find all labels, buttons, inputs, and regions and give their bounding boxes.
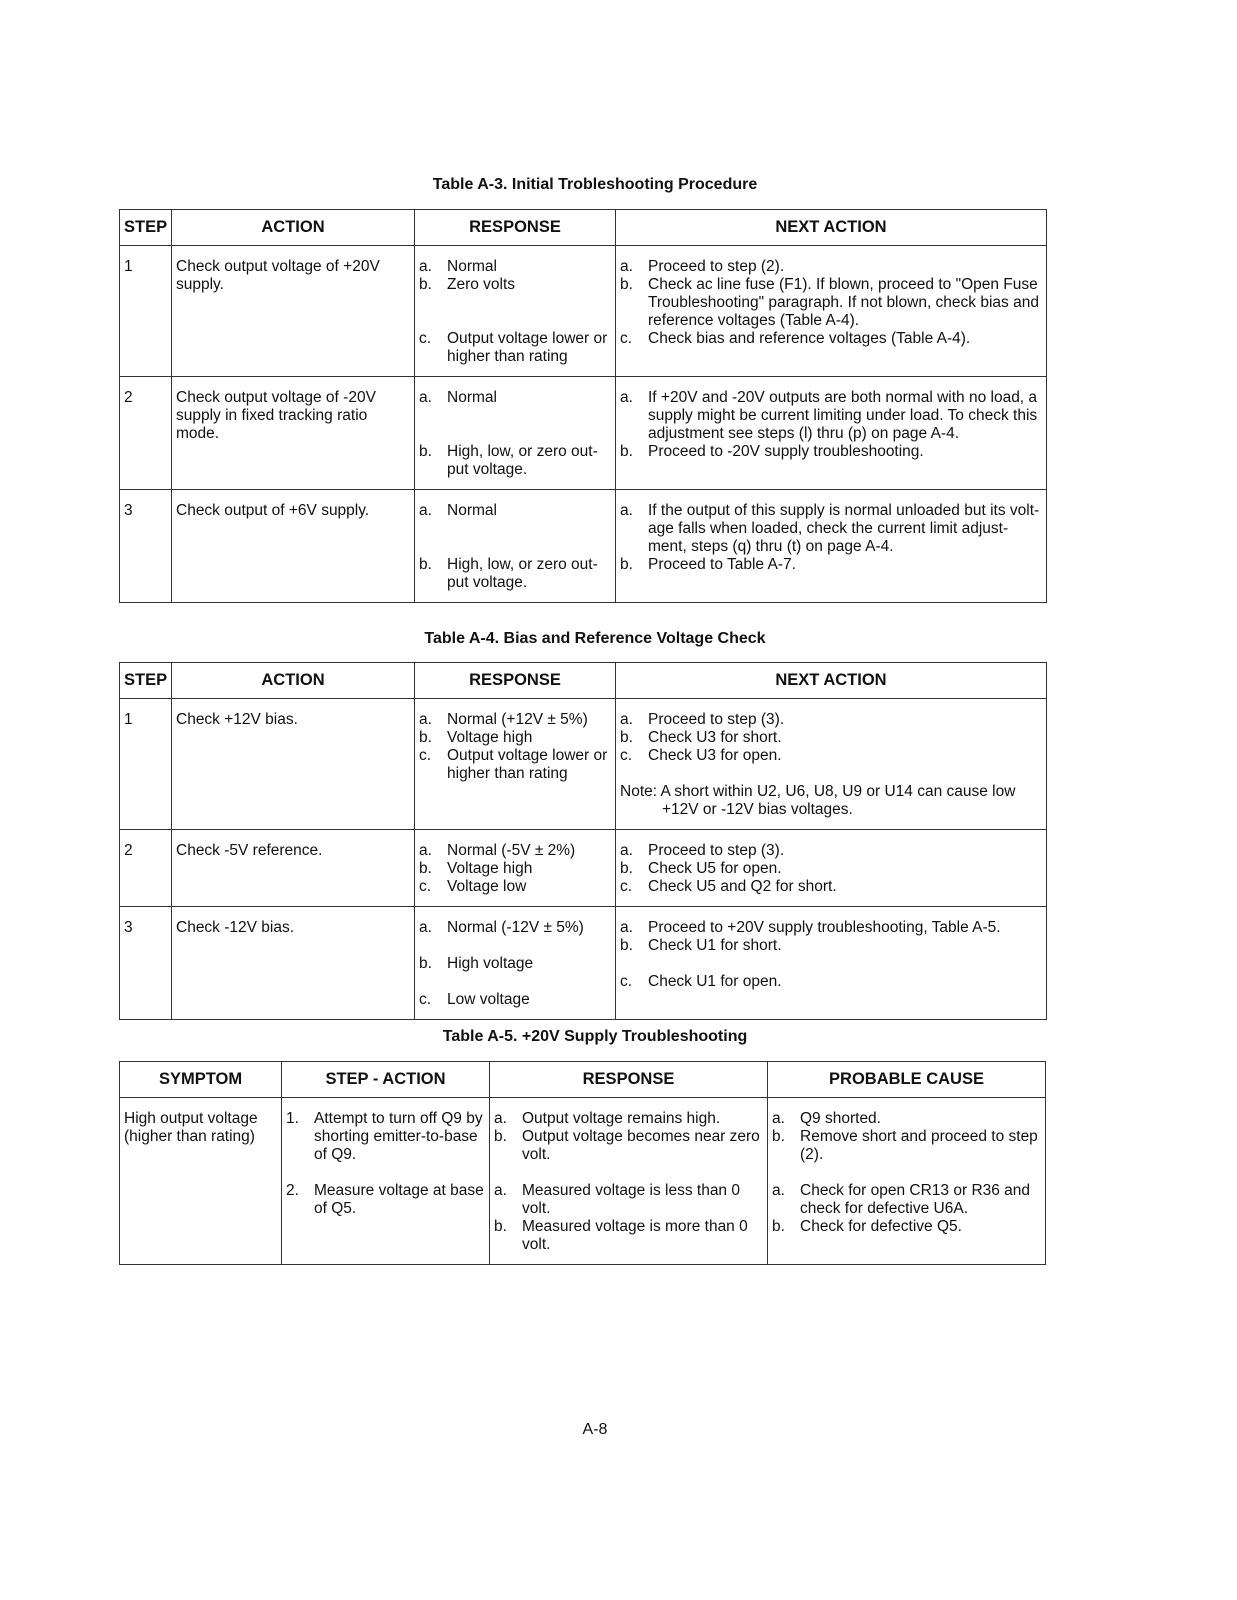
next-action-item: a. If the output of this supply is normal unloaded but its volt-age falls when loaded, check the current limit adjust-ment, steps (q) thru (t) on page A-4.	[620, 502, 1040, 555]
response-item: a. Normal (+12V ± 5%)	[419, 711, 588, 728]
table-row	[120, 699, 1047, 830]
response-item: a. Normal	[419, 502, 497, 519]
table-row	[120, 377, 1047, 490]
page-number: A-8	[582, 1421, 608, 1438]
step-number: 1	[124, 711, 133, 728]
step-action-item: 1. Attempt to turn off Q9 by shorting emitter-to-base of Q9.	[286, 1110, 483, 1163]
table-a5	[119, 1061, 1046, 1265]
next-action-item: b. Check ac line fuse (F1). If blown, proceed to "Open Fuse Troubleshooting" paragraph. If not blown, check bias and reference voltages (Table A-4).	[620, 276, 1039, 329]
next-action-item: b. Check U1 for short.	[620, 937, 782, 954]
step-number: 3	[124, 919, 133, 936]
next-action-item: a. Proceed to +20V supply troubleshooting, Table A-5.	[620, 919, 1001, 936]
response-item: b. Zero volts	[419, 276, 516, 293]
header-response: RESPONSE	[415, 210, 616, 246]
response-item: b. Voltage high	[419, 729, 533, 746]
header-step: STEP	[120, 210, 172, 246]
table-header-row	[120, 1062, 1046, 1098]
response-item: c. Low voltage	[419, 991, 530, 1008]
next-action-item: a. Proceed to step (2).	[620, 258, 785, 275]
response-item: c. Voltage low	[419, 878, 527, 895]
action-text: Check output of +6V supply.	[176, 502, 370, 519]
next-action-item: c. Check U1 for open.	[620, 973, 782, 990]
action-text: Check -5V reference.	[176, 842, 323, 859]
table-row	[120, 246, 1047, 377]
step-action-item: 2. Measure voltage at base of Q5.	[286, 1182, 484, 1217]
next-action-item: b. Proceed to Table A-7.	[620, 556, 796, 573]
table-row	[120, 830, 1047, 907]
action-text: Check +12V bias.	[176, 711, 298, 728]
symptom-text: High output voltage (higher than rating)	[124, 1110, 258, 1145]
step-number: 1	[124, 258, 133, 275]
next-action-item: c. Check U5 and Q2 for short.	[620, 878, 837, 895]
response-item: b. High, low, or zero out-put voltage.	[419, 443, 598, 478]
next-action-item: c. Check bias and reference voltages (Table A-4).	[620, 330, 971, 347]
header-action: ACTION	[172, 663, 415, 699]
response-item: b. Voltage high	[419, 860, 533, 877]
header-symptom: SYMPTOM	[120, 1062, 282, 1098]
response-item: a. Measured voltage is less than 0 volt.	[494, 1182, 740, 1217]
next-action-item: b. Proceed to -20V supply troubleshooting.	[620, 443, 924, 460]
next-action-item: a. Proceed to step (3).	[620, 842, 785, 859]
response-item: b. High, low, or zero out-put voltage.	[419, 556, 598, 591]
response-item: a. Normal (-12V ± 5%)	[419, 919, 584, 936]
next-action-item: b. Check U3 for short.	[620, 729, 782, 746]
response-item: b. Measured voltage is more than 0 volt.	[494, 1218, 748, 1253]
step-number: 2	[124, 389, 133, 406]
response-item: c. Output voltage lower or higher than rating	[419, 747, 608, 782]
table-row	[120, 1098, 1046, 1265]
header-response: RESPONSE	[415, 663, 616, 699]
cause-item: a. Check for open CR13 or R36 and check for defective U6A.	[772, 1182, 1031, 1217]
cause-item: b. Check for defective Q5.	[772, 1218, 962, 1235]
response-item: a. Output voltage remains high.	[494, 1110, 721, 1127]
header-probable-cause: PROBABLE CAUSE	[768, 1062, 1046, 1098]
table-a5-title: Table A-5. +20V Supply Troubleshooting	[442, 1028, 748, 1045]
table-header-row	[120, 663, 1047, 699]
step-number: 2	[124, 842, 133, 859]
table-a3-title: Table A-3. Initial Trobleshooting Procedure	[432, 176, 758, 193]
table-a4-title: Table A-4. Bias and Reference Voltage Check	[424, 630, 766, 647]
header-next-action: NEXT ACTION	[616, 210, 1047, 246]
next-action-item: c. Check U3 for open.	[620, 747, 782, 764]
header-step: STEP	[120, 663, 172, 699]
response-item: a. Normal (-5V ± 2%)	[419, 842, 576, 859]
response-item: c. Output voltage lower or higher than rating	[419, 330, 608, 365]
next-action-item: a. Proceed to step (3).	[620, 711, 785, 728]
next-action-item: b. Check U5 for open.	[620, 860, 782, 877]
response-item: b. High voltage	[419, 955, 534, 972]
response-item: b. Output voltage becomes near zero volt.	[494, 1128, 760, 1163]
response-item: a. Normal	[419, 389, 497, 406]
header-action: ACTION	[172, 210, 415, 246]
table-header-row	[120, 210, 1047, 246]
action-text: Check output voltage of +20V supply.	[176, 258, 380, 293]
table-row	[120, 907, 1047, 1020]
header-response: RESPONSE	[490, 1062, 768, 1098]
table-row	[120, 490, 1047, 603]
table-a3	[119, 209, 1047, 603]
table-a4	[119, 662, 1047, 1020]
response-item: a. Normal	[419, 258, 497, 275]
action-text: Check -12V bias.	[176, 919, 295, 936]
cause-item: a. Q9 shorted.	[772, 1110, 881, 1127]
header-next-action: NEXT ACTION	[616, 663, 1047, 699]
next-action-item: a. If +20V and -20V outputs are both normal with no load, a supply might be current limiting under load. To check this adjustment see steps (l) thru (p) on page A-4.	[620, 389, 1038, 442]
header-step-action: STEP - ACTION	[282, 1062, 490, 1098]
cause-item: b. Remove short and proceed to step (2).	[772, 1128, 1038, 1163]
note-text: Note: A short within U2, U6, U8, U9 or U14 can cause low +12V or -12V bias voltages.	[620, 783, 1016, 818]
action-text: Check output voltage of -20V supply in fixed tracking ratio mode.	[176, 389, 376, 442]
step-number: 3	[124, 502, 133, 519]
